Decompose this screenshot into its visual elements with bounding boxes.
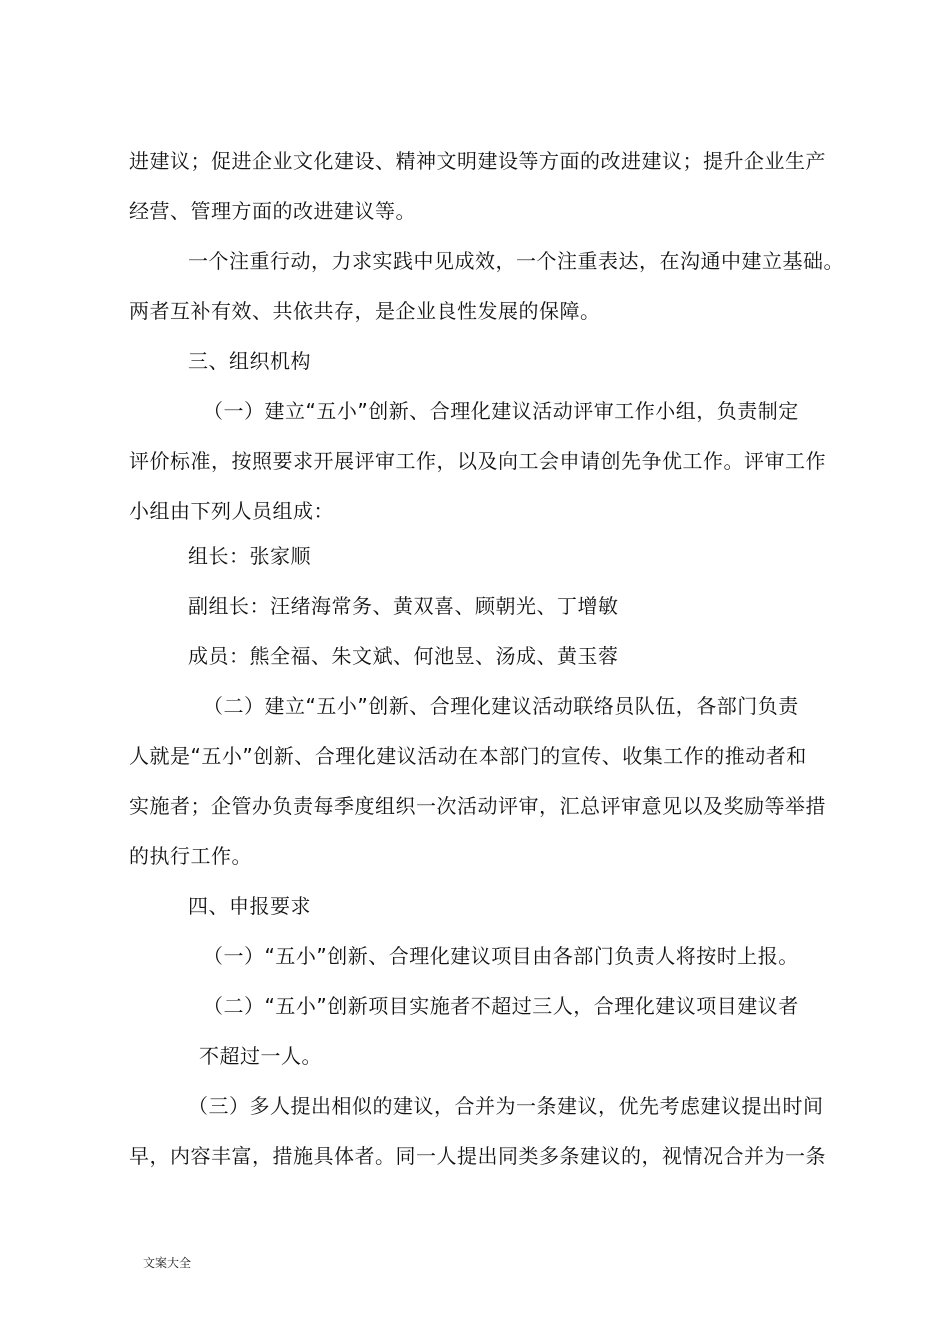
paragraph-line: 实施者；企管办负责每季度组织一次活动评审，汇总评审意见以及奖励等举措	[129, 794, 826, 818]
footer-text: 文案大全	[143, 1256, 192, 1270]
paragraph-line: （二）“五小”创新项目实施者不超过三人，合理化建议项目建议者	[203, 994, 799, 1018]
section-heading: 四、申报要求	[188, 894, 311, 918]
paragraph-line: 组长：张家顺	[188, 544, 311, 568]
paragraph-line: 评价标准，按照要求开展评审工作，以及向工会申请创先争优工作。评审工作	[129, 449, 826, 473]
paragraph-line: （三）多人提出相似的建议，合并为一条建议，优先考虑建议提出时间	[188, 1094, 824, 1118]
paragraph-line: 小组由下列人员组成：	[129, 499, 334, 523]
paragraph-line: 两者互补有效、共依共存，是企业良性发展的保障。	[129, 299, 601, 323]
paragraph-line: 早，内容丰富，措施具体者。同一人提出同类多条建议的，视情况合并为一条	[129, 1144, 826, 1168]
paragraph-line: 的执行工作。	[129, 844, 252, 868]
paragraph-line: 人就是“五小”创新、合理化建议活动在本部门的宣传、收集工作的推动者和	[129, 744, 807, 768]
paragraph-line: （一）“五小”创新、合理化建议项目由各部门负责人将按时上报。	[203, 944, 799, 968]
paragraph-line: 不超过一人。	[199, 1044, 322, 1068]
paragraph-line: 经营、管理方面的改进建议等。	[129, 199, 416, 223]
paragraph-line: （一）建立“五小”创新、合理化建议活动评审工作小组，负责制定	[203, 399, 799, 423]
paragraph-line: 进建议；促进企业文化建设、精神文明建设等方面的改进建议；提升企业生产	[129, 149, 826, 173]
paragraph-line: （二）建立“五小”创新、合理化建议活动联络员队伍，各部门负责	[203, 694, 799, 718]
paragraph-line: 成员：熊全福、朱文斌、何池昱、汤成、黄玉蓉	[188, 644, 619, 668]
section-heading: 三、组织机构	[188, 349, 311, 373]
paragraph-line: 副组长：汪绪海常务、黄双喜、顾朝光、丁增敏	[188, 594, 619, 618]
paragraph-line: 一个注重行动，力求实践中见成效，一个注重表达，在沟通中建立基础。	[188, 249, 844, 273]
